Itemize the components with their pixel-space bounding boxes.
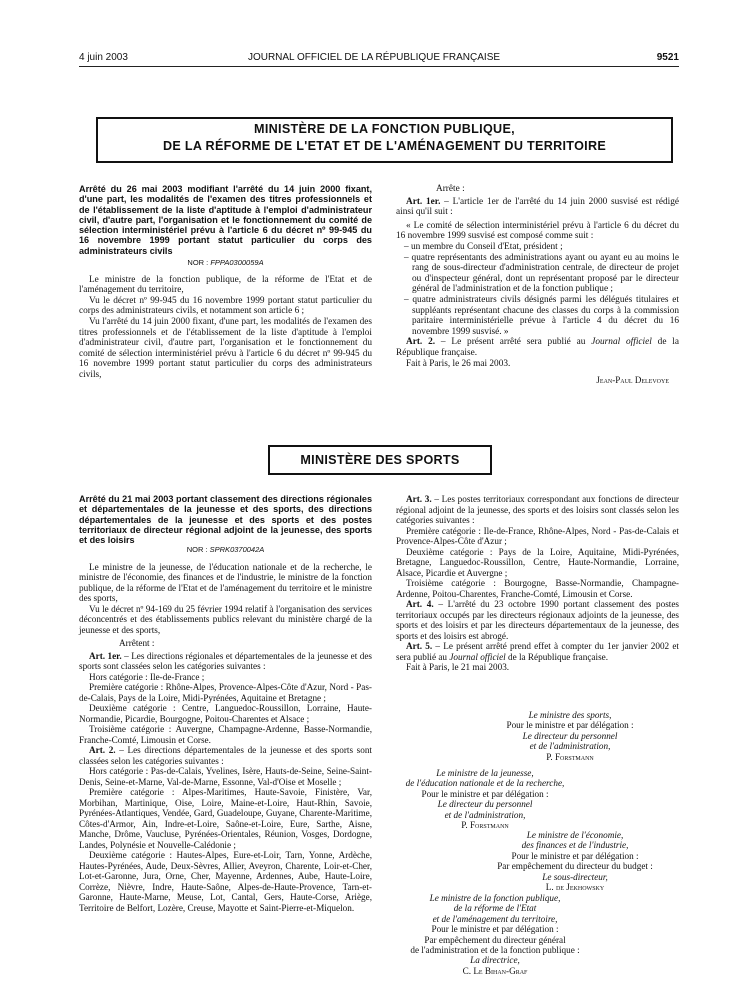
arrete1-left-column: [79, 184, 372, 381]
place-date: Fait à Paris, le 26 mai 2003.: [406, 358, 511, 369]
category: Première catégorie : Rhône-Alpes, Provence-Alpes-Côte d'Azur, Nord - Pas-de-Calais, Pays de la Loire, Midi-Pyrénées, Aquitaine et Bretagne ;: [79, 682, 372, 703]
signature-line: Pour le ministre et par délégation :: [511, 850, 639, 861]
nor-label: NOR :: [186, 545, 210, 555]
category: Troisième catégorie : Auvergne, Champagne-Ardenne, Basse-Normandie, Franche-Comté, Limousin et Corse.: [79, 724, 372, 745]
category: Deuxième catégorie : Centre, Languedoc-Roussillon, Lorraine, Haute-Normandie, Picardie, Bourgogne, Poitou-Charentes et Alsace ;: [79, 703, 372, 724]
signature-name: L. de Jekhowsky: [545, 882, 605, 893]
article-2: [79, 745, 372, 766]
article-3: [396, 494, 679, 526]
article-text: – L'arrêté du 23 octobre 1990 portant classement des postes territoriaux occupés par les directeurs régionaux adjoints de la jeunesse, des sports et des loisirs et par les directeurs départementaux de la jeunesse, des sports et des loisirs est abrogé.: [396, 599, 679, 641]
ministry-heading-line1: MINISTÈRE DE LA FONCTION PUBLIQUE,: [254, 122, 515, 136]
header-rule: [79, 66, 679, 67]
arretent-heading: Arrêtent :: [119, 638, 155, 649]
article-4: [396, 599, 679, 641]
arrete1-right-column: [396, 184, 679, 386]
signature-line: Le directeur du personnel: [437, 799, 533, 810]
article-label: Art. 2.: [89, 745, 116, 756]
article-text: – Le présent arrêté prend effet à compter du 1er janvier 2002 et sera publié au: [396, 641, 679, 662]
arrete1-title: Arrêté du 26 mai 2003 modifiant l'arrêté du 14 juin 2000 fixant, d'une part, les modalités de l'examen des titres professionnels et de l'établissement de la liste d'aptitude à l'emploi d'administrateur civil, d'autre part, l'organisation et le fonctionnement du comité de sélection interministériel prévu à l'article 6 du décret nº 99-945 du 16 novembre 1999 portant statut particulier du corps des administrateurs civils: [79, 184, 372, 256]
header-journal-title: JOURNAL OFFICIEL DE LA RÉPUBLIQUE FRANÇAISE: [247, 52, 501, 63]
header-page-number: 9521: [656, 52, 679, 63]
signature-line: Par empêchement du directeur du budget :: [497, 861, 653, 872]
arrete2-nor: [79, 545, 372, 556]
article-label: Art. 1er.: [406, 196, 441, 207]
article-label: Art. 4.: [406, 599, 434, 609]
ministry-heading-line2: DE LA RÉFORME DE L'ETAT ET DE L'AMÉNAGEMENT DU TERRITOIRE: [162, 139, 607, 153]
signature-line: et de l'aménagement du territoire,: [432, 913, 558, 924]
list-item: – quatre administrateurs civils désignés parmi les délégués titulaires et suppléants représentant chacune des classes du corps à la commission paritaire interministérielle prévue à l'article 4 du décret du 16 novembre 1999 susvisé. »: [404, 294, 679, 337]
signature-name: P. Forstmann: [461, 820, 509, 831]
signature-line: de l'administration et de la fonction publique :: [410, 945, 580, 956]
article-text: de la République française.: [396, 337, 680, 358]
article-1: [79, 651, 372, 672]
article-label: Art. 1er.: [89, 650, 122, 661]
journal-officiel-name: Journal officiel: [591, 337, 652, 348]
article-text: – Les directions départementales de la jeunesse et des sports sont classées selon les catégories suivantes :: [79, 745, 372, 766]
place-date: Fait à Paris, le 21 mai 2003.: [406, 662, 510, 672]
ministry-sports-heading-box: [268, 445, 492, 475]
article-text: – Le présent arrêté sera publié au: [435, 337, 592, 348]
signature-line: et de l'administration,: [444, 809, 526, 820]
article-text: de la République française.: [505, 651, 609, 662]
ministry-sports-heading: MINISTÈRE DES SPORTS: [300, 453, 460, 467]
signature-block-sports: [470, 710, 670, 762]
paragraph: Vu l'arrêté du 14 juin 2000 fixant, d'une part, les modalités de l'examen des titres professionnels et de l'établissement de la liste d'aptitude à l'emploi d'administrateur civil, d'autre part, l'organisation et le fonctionnement du comité de sélection interministériel prévu à l'article 6 du décret nº 99-945 du 16 novembre 1999 portant statut particulier du corps des administrateurs civils,: [79, 317, 372, 381]
nor-label: NOR :: [187, 258, 211, 268]
signature-line: de la réforme de l'Etat: [453, 903, 537, 914]
nor-code: FPPA0300059A: [210, 258, 264, 268]
signature-line: Par empêchement du directeur général: [424, 934, 566, 945]
signature-line: Le ministre de la jeunesse,: [436, 768, 534, 778]
article-label: Art. 5.: [406, 641, 433, 651]
paragraph: Vu le décret nº 94-169 du 25 février 1994 relatif à l'organisation des services déconcentrés et des établissements publics relevant du ministère chargé de la jeunesse et des sports,: [79, 603, 372, 635]
category: Hors catégorie : Ile-de-France ;: [89, 671, 205, 682]
article-label: Art. 3.: [406, 494, 432, 504]
nor-code: SPRK0370042A: [209, 545, 265, 555]
header-date: 4 juin 2003: [79, 52, 128, 63]
article-text: – L'article 1er de l'arrêté du 14 juin 2000 susvisé est rédigé ainsi qu'il suit :: [396, 196, 679, 218]
journal-officiel-name: Journal officiel: [449, 651, 506, 662]
signature-block-economie: [475, 830, 675, 892]
arrete2-right-column: [396, 494, 679, 673]
paragraph: Le ministre de la jeunesse, de l'éducation nationale et de la recherche, le ministre de l'économie, des finances et de l'industrie, le ministre de la fonction publique, de la réforme de l'Etat et de l'aménagement du territoire et le ministre des sports,: [79, 561, 372, 604]
paragraph: « Le comité de sélection interministériel prévu à l'article 6 du décret du 16 novembre 1999 susvisé est composé comme suit :: [396, 220, 679, 242]
article-5: [396, 641, 679, 662]
signature-name: C. Le Bihan-Graf: [462, 965, 528, 976]
arrete2-left-column: [79, 494, 372, 913]
signature-line: Le ministre des sports,: [528, 710, 612, 720]
signature-line: Pour le ministre et par délégation :: [431, 924, 559, 935]
category: Troisième catégorie : Bourgogne, Basse-Normandie, Champagne-Ardenne, Poitou-Charentes, Franche-Comté, Limousin et Corse.: [396, 578, 679, 599]
signature-line: et de l'administration,: [529, 741, 611, 752]
category: Première catégorie : Ile-de-France, Rhône-Alpes, Nord - Pas-de-Calais et Provence-Alpes-Côte d'Azur ;: [396, 525, 679, 546]
article-2: [396, 337, 679, 358]
ministry-heading-box: [96, 117, 673, 163]
list-item: – un membre du Conseil d'Etat, président ;: [404, 241, 563, 252]
category: Deuxième catégorie : Pays de la Loire, Aquitaine, Midi-Pyrénées, Bretagne, Languedoc-Roussillon, Centre, Haute-Normandie, Lorraine, Alsace, Picardie et Auvergne ;: [396, 546, 679, 578]
signature-line: Pour le ministre et par délégation :: [421, 788, 549, 799]
signature-block-jeunesse: [385, 768, 585, 830]
signature-line: Le directeur du personnel: [522, 730, 618, 741]
article-text: – Les postes territoriaux correspondant aux fonctions de directeur régional adjoint de la jeunesse, des sports et des loisirs sont classés selon les catégories suivantes :: [396, 494, 679, 525]
signature-name: P. Forstmann: [546, 751, 594, 762]
paragraph: Le ministre de la fonction publique, de la réforme de l'Etat et de l'aménagement du territoire,: [79, 274, 372, 296]
article-1: [396, 197, 679, 218]
list-item: – quatre représentants des administrations ayant ou ayant eu au moins le rang de sous-directeur d'administration centrale, de directeur de projet ou d'inspecteur général, dont un représentant proposé par le directeur général de l'administration et de la fonction publique ;: [404, 252, 679, 295]
signature-name: Jean-Paul Delevoye: [596, 375, 669, 386]
category: Deuxième catégorie : Hautes-Alpes, Eure-et-Loir, Tarn, Yonne, Ardèche, Hautes-Pyrénées, Aude, Deux-Sèvres, Allier, Aveyron, Charente, Loir-et-Cher, Lot-et-Garonne, Jura, Orne, Cher, Mayenne, Ardennes, Aube, Haute-Loire, Corrèze, Nièvre, Indre, Haute-Saône, Alpes-de-Haute-Provence, Tarn-et-Garonne, Haute-Marne, Meuse, Lot, Cantal, Gers, Haute-Corse, Ariège, Territoire de Belfort, Lozère, Creuse, Mayotte et Saint-Pierre-et-Miquelon.: [79, 850, 372, 913]
category: Première catégorie : Alpes-Maritimes, Haute-Savoie, Finistère, Var, Morbihan, Martinique, Oise, Loire, Maine-et-Loire, Haut-Rhin, Savoie, Pyrénées-Atlantiques, Vendée, Gard, Guadeloupe, Guyane, Charente-Maritime, Côtes-d'Armor, Ain, Indre-et-Loire, Saône-et-Loire, Eure, Sarthe, Aisne, Manche, Drôme, Vaucluse, Pyrénées-Orientales, Réunion, Vosges, Dordogne, Landes, Polynésie et Nouvelle-Calédonie ;: [79, 787, 372, 850]
category: Hors catégorie : Pas-de-Calais, Yvelines, Isère, Hauts-de-Seine, Seine-Saint-Denis, Seine-et-Marne, Val-de-Marne, Essonne, Val-d'Oise et Moselle ;: [79, 766, 372, 787]
article-label: Art. 2.: [406, 337, 436, 348]
article-text: – Les directions régionales et départementales de la jeunesse et des sports sont classées selon les catégories suivantes :: [79, 650, 372, 672]
signature-line: de l'éducation nationale et de la recherche,: [405, 778, 565, 789]
signature-line: des finances et de l'industrie,: [521, 840, 629, 851]
signature-line: Pour le ministre et par délégation :: [506, 720, 634, 731]
signature-line: Le ministre de la fonction publique,: [429, 893, 561, 903]
arrete1-nor: [79, 258, 372, 269]
arrete-heading: Arrête :: [436, 184, 465, 194]
signature-line: Le sous-directeur,: [542, 871, 608, 882]
signature-block-fonction-publique: [385, 893, 605, 976]
signature-line: La directrice,: [470, 955, 520, 966]
signature-line: Le ministre de l'économie,: [526, 830, 624, 840]
arrete2-title: Arrêté du 21 mai 2003 portant classement des directions régionales et départementales de la jeunesse et des sports, des directions départementales de la jeunesse et des sports et des postes territoriaux de directeur régional adjoint de la jeunesse, des sports et des loisirs: [79, 494, 372, 546]
paragraph: Vu le décret nº 99-945 du 16 novembre 1999 portant statut particulier du corps des administrateurs civils, et notamment son article 6 ;: [79, 295, 372, 317]
